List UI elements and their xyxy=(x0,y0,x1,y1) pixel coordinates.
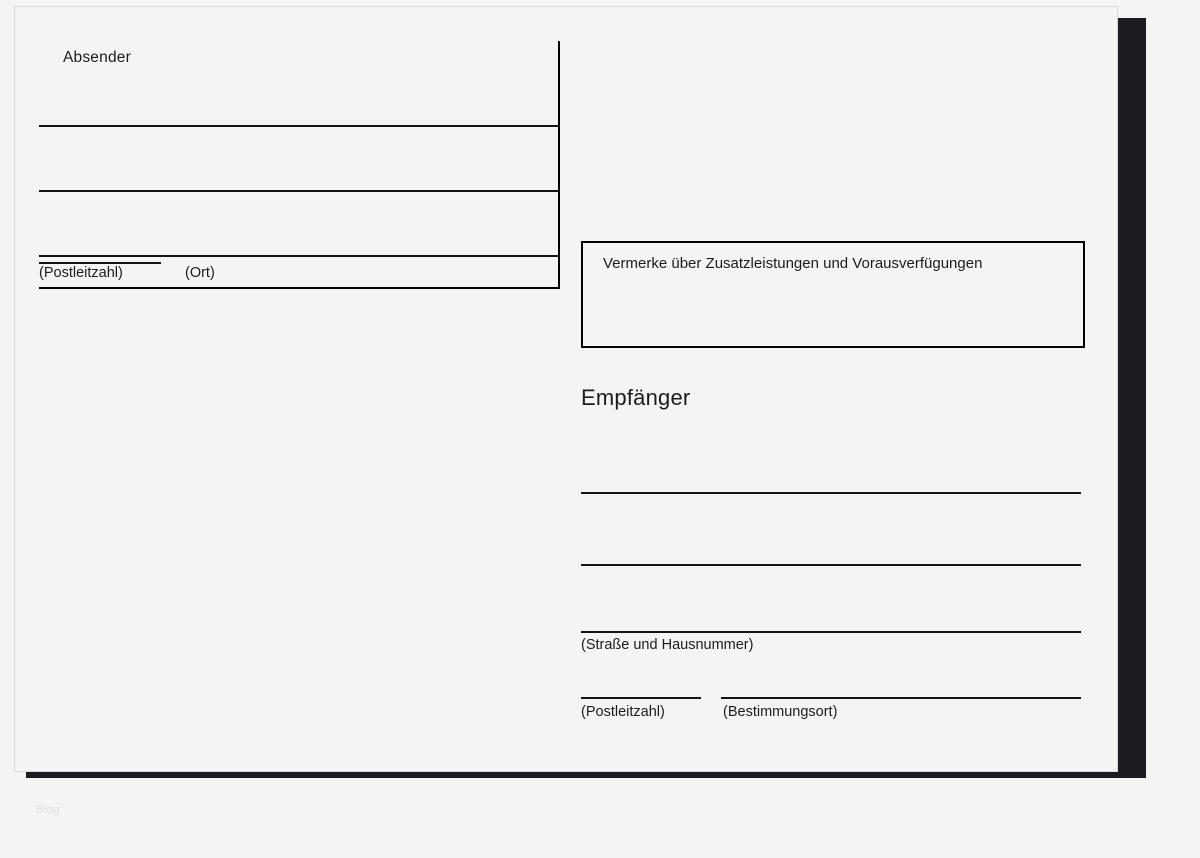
sender-block xyxy=(39,37,559,291)
additional-services-label: Vermerke über Zusatzleistungen und Vorausverfügungen xyxy=(603,255,983,272)
recipient-city-line xyxy=(721,697,1081,699)
sender-write-line-3 xyxy=(39,255,558,257)
recipient-heading: Empfänger xyxy=(581,385,691,410)
sender-postcode-caption: (Postleitzahl) xyxy=(39,265,123,281)
recipient-city-caption: (Bestimmungsort) xyxy=(723,704,838,720)
sender-divider-vertical xyxy=(558,41,560,289)
sender-postcode-line xyxy=(39,262,161,264)
watermark-text: Blog xyxy=(36,804,61,816)
recipient-postcode-caption: (Postleitzahl) xyxy=(581,704,665,720)
sender-write-line-2 xyxy=(39,190,558,192)
sender-heading: Absender xyxy=(63,49,131,66)
sender-city-caption: (Ort) xyxy=(185,265,215,281)
additional-services-box xyxy=(581,241,1085,348)
sender-write-line-1 xyxy=(39,125,558,127)
recipient-street-line xyxy=(581,631,1081,633)
recipient-postcode-line xyxy=(581,697,701,699)
recipient-street-caption: (Straße und Hausnummer) xyxy=(581,637,754,653)
recipient-write-line-2 xyxy=(581,564,1081,566)
envelope-sheet xyxy=(14,6,1118,772)
sender-box-bottom-border xyxy=(39,287,558,289)
recipient-write-line-1 xyxy=(581,492,1081,494)
